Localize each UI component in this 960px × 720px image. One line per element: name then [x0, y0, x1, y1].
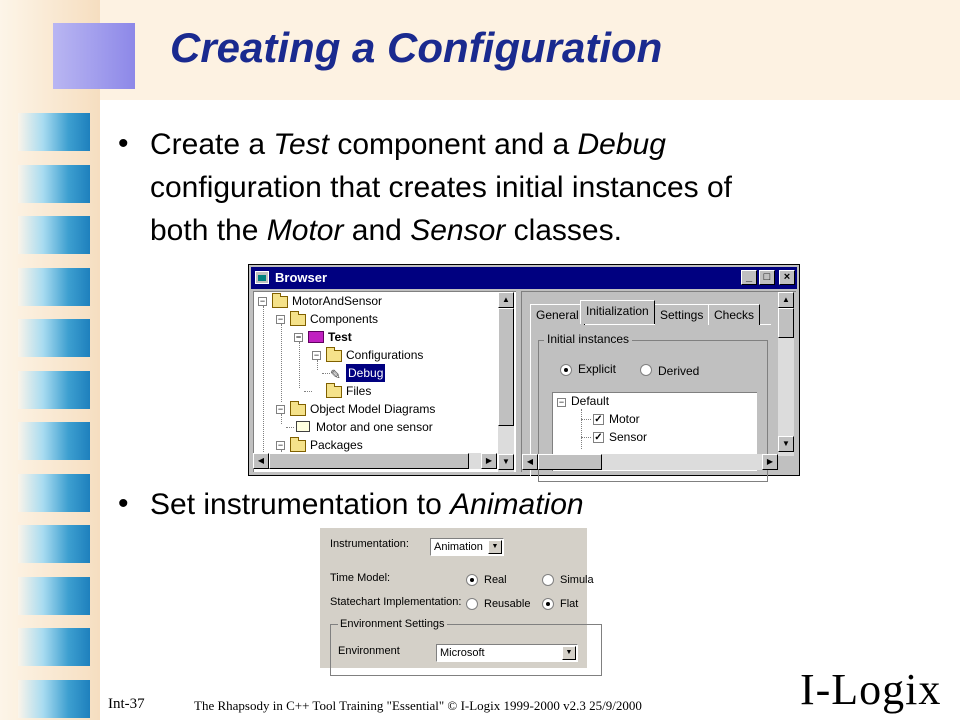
folder-icon	[290, 440, 306, 452]
tab-general[interactable]: General	[530, 304, 585, 325]
folder-icon	[290, 404, 306, 416]
environment-select[interactable]: Microsoft ▼	[436, 644, 578, 662]
scroll-thumb[interactable]	[778, 308, 794, 338]
project-icon	[272, 296, 288, 308]
motor-label: Motor	[609, 412, 640, 426]
sensor-label: Sensor	[609, 430, 648, 444]
props-horizontal-scrollbar[interactable]	[522, 454, 778, 470]
folder-icon	[326, 350, 342, 362]
radio-derived[interactable]	[640, 364, 652, 376]
browser-title-bar[interactable]	[251, 267, 797, 289]
scroll-thumb[interactable]	[269, 453, 469, 469]
slide-number: Int-37	[108, 696, 145, 712]
folder-icon	[290, 314, 306, 326]
properties-pane	[521, 291, 796, 472]
decor-tile	[18, 165, 90, 203]
scroll-left-button[interactable]: ◀	[253, 453, 269, 469]
collapse-icon[interactable]: −	[558, 397, 565, 407]
scroll-up-button[interactable]: ▲	[778, 292, 794, 308]
decor-tile	[18, 680, 90, 718]
radio-reusable[interactable]	[466, 598, 478, 610]
props-vertical-scrollbar[interactable]	[778, 292, 794, 456]
slide-title: Creating a Configuration	[170, 24, 663, 71]
bullet1-line1: Create a Test component and a Debug	[150, 128, 666, 161]
decor-tile	[18, 216, 90, 254]
time-simulated-label: Simula	[560, 574, 594, 586]
sensor-checkbox[interactable]: ✓	[594, 432, 603, 443]
time-model-label: Time Model:	[330, 572, 391, 584]
scroll-down-button[interactable]: ▼	[498, 454, 514, 470]
company-logo: I-Logix	[800, 665, 942, 714]
browser-tree-pane[interactable]: − MotorAndSensor − Components − Test − Configurations ✎ Debug Files − Object Model Diagrams Motor and one sensor − Packages ▲ ▼	[253, 291, 516, 472]
minimize-button[interactable]: _	[741, 270, 757, 285]
browser-app-icon	[255, 271, 269, 284]
reusable-label: Reusable	[484, 598, 531, 610]
scroll-up-button[interactable]: ▲	[498, 292, 514, 308]
course-footer: The Rhapsody in C++ Tool Training "Essential" © I-Logix 1999-2000 v2.3 25/9/2000	[194, 698, 642, 713]
diagram-icon	[296, 421, 310, 432]
decor-tile	[18, 371, 90, 409]
browser-window	[248, 264, 800, 476]
motor-checkbox[interactable]: ✓	[594, 414, 603, 425]
folder-icon	[326, 386, 342, 398]
radio-time-simulated[interactable]	[542, 574, 554, 586]
dropdown-arrow-icon[interactable]: ▼	[562, 646, 576, 660]
corner-decor-square	[53, 23, 135, 89]
wrench-icon: ✎	[330, 367, 341, 382]
scroll-right-button[interactable]: ▶	[481, 453, 497, 469]
radio-flat[interactable]	[542, 598, 554, 610]
radio-explicit[interactable]	[560, 364, 572, 376]
flat-label: Flat	[560, 598, 579, 610]
environment-group-title: Environment Settings	[340, 618, 445, 630]
collapse-icon[interactable]: −	[277, 404, 284, 414]
scroll-down-button[interactable]: ▼	[778, 436, 794, 452]
environment-label: Environment	[338, 645, 400, 657]
decor-tile	[18, 474, 90, 512]
tree-horizontal-scrollbar[interactable]	[253, 453, 497, 469]
tab-initialization[interactable]: Initialization	[580, 300, 655, 324]
close-button[interactable]: ×	[779, 270, 795, 285]
scroll-thumb[interactable]	[498, 308, 514, 426]
scroll-left-button[interactable]: ◀	[522, 454, 538, 470]
bullet-marker: •	[118, 487, 129, 520]
bullet2-line1: Set instrumentation to Animation	[150, 488, 584, 521]
settings-panel	[320, 528, 594, 668]
collapse-icon[interactable]: −	[295, 332, 302, 342]
decor-tile	[18, 525, 90, 563]
radio-explicit-label: Explicit	[578, 362, 617, 376]
instances-root: Default	[571, 394, 610, 408]
statechart-label: Statechart Implementation:	[330, 596, 462, 608]
tree-vertical-scrollbar[interactable]	[498, 292, 514, 472]
bullet1-line3: both the Motor and Sensor classes.	[150, 214, 622, 247]
tab-checks[interactable]: Checks	[708, 304, 760, 325]
decor-tile	[18, 422, 90, 460]
scroll-thumb[interactable]	[538, 454, 602, 470]
bullet1-line2: configuration that creates initial instances of	[150, 171, 732, 204]
maximize-button[interactable]: □	[759, 270, 775, 285]
component-icon	[308, 331, 324, 343]
radio-time-real[interactable]	[466, 574, 478, 586]
decor-tile	[18, 113, 90, 151]
scroll-right-button[interactable]: ▶	[762, 454, 778, 470]
instrumentation-label: Instrumentation:	[330, 538, 409, 550]
initial-instances-title: Initial instances	[544, 332, 632, 346]
decor-tile	[18, 268, 90, 306]
collapse-icon[interactable]: −	[277, 314, 284, 324]
collapse-icon[interactable]: −	[259, 296, 266, 306]
collapse-icon[interactable]: −	[277, 440, 284, 450]
decor-tile	[18, 628, 90, 666]
decor-tile	[18, 319, 90, 357]
collapse-icon[interactable]: −	[313, 350, 320, 360]
radio-derived-label: Derived	[658, 364, 700, 378]
tab-settings[interactable]: Settings	[654, 304, 709, 325]
dropdown-arrow-icon[interactable]: ▼	[488, 540, 502, 554]
bullet-marker: •	[118, 127, 129, 160]
time-real-label: Real	[484, 574, 507, 586]
instrumentation-select[interactable]: Animation ▼	[430, 538, 504, 556]
decor-tile	[18, 577, 90, 615]
browser-title: Browser	[275, 270, 328, 285]
